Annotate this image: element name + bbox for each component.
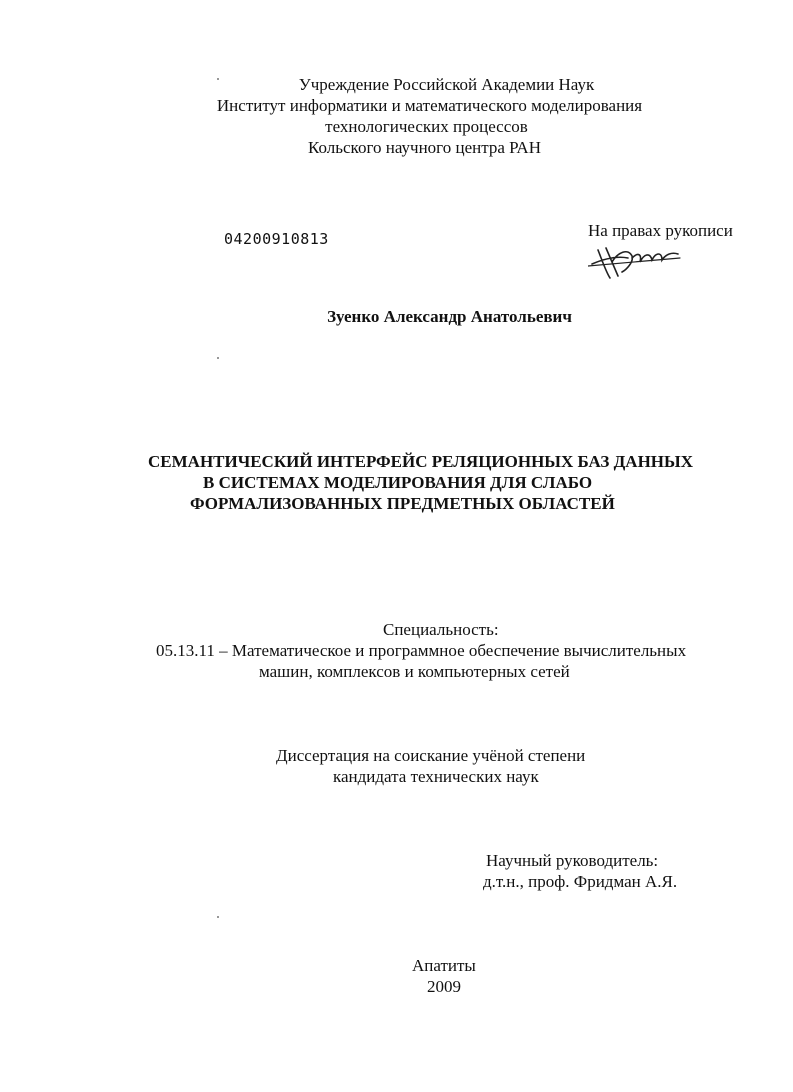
scan-speck: [217, 916, 219, 918]
supervisor-name: д.т.н., проф. Фридман А.Я.: [483, 872, 678, 891]
signature-icon: [588, 242, 698, 284]
dissertation-line-2: кандидата технических наук: [333, 767, 539, 786]
specialty-line-2: машин, комплексов и компьютерных сетей: [259, 662, 570, 681]
scan-speck: [217, 357, 219, 359]
city: Апатиты: [412, 956, 476, 975]
specialty-line-1: 05.13.11 – Математическое и программное обеспечение вычислительных: [156, 641, 687, 660]
registry-number: 04200910813: [224, 230, 329, 248]
dissertation-line-1: Диссертация на соискание учёной степени: [276, 746, 586, 765]
author-name: Зуенко Александр Анатольевич: [327, 307, 572, 326]
title-line-3: ФОРМАЛИЗОВАННЫХ ПРЕДМЕТНЫХ ОБЛАСТЕЙ: [190, 494, 615, 513]
institution-line-3: технологических процессов: [325, 117, 528, 136]
title-line-1: СЕМАНТИЧЕСКИЙ ИНТЕРФЕЙС РЕЛЯЦИОННЫХ БАЗ ДАННЫХ: [148, 452, 694, 471]
year: 2009: [427, 977, 461, 996]
specialty-label: Специальность:: [383, 620, 499, 639]
title-line-2: В СИСТЕМАХ МОДЕЛИРОВАНИЯ ДЛЯ СЛАБО: [203, 473, 593, 492]
supervisor-label: Научный руководитель:: [486, 851, 659, 870]
manuscript-rights: На правах рукописи: [588, 221, 733, 240]
institution-line-2: Институт информатики и математического моделирования: [216, 96, 643, 115]
institution-line-4: Кольского научного центра РАН: [308, 138, 541, 157]
scan-speck: [217, 78, 219, 80]
institution-line-1: Учреждение Российской Академии Наук: [298, 75, 595, 94]
